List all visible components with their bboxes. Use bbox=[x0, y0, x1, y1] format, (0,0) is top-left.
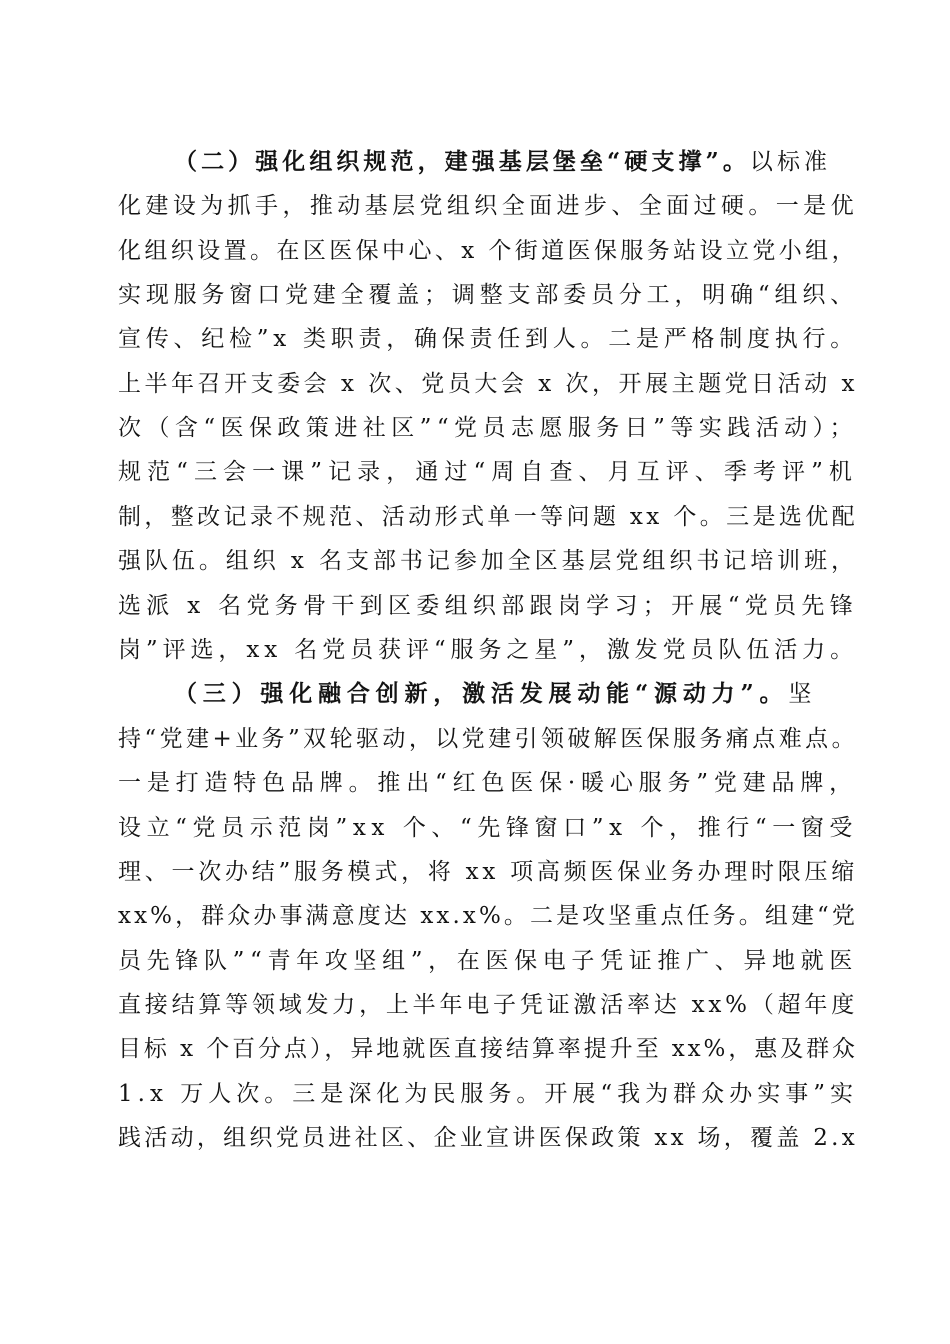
paragraph-section-3-line-7: 员先锋队”“青年攻坚组”，在医保电子凭证推广、异地就医 bbox=[118, 948, 858, 974]
paragraph-section-2-line-1 bbox=[174, 144, 854, 180]
section-2-heading: （二）强化组织规范，建强基层堡垒“硬支撑”。 bbox=[174, 148, 750, 175]
paragraph-section-3-line-6: xx%，群众办事满意度达 xx.x%。二是攻坚重点任务。组建“党 bbox=[118, 903, 858, 929]
paragraph-section-2-line-12: 岗”评选，xx 名党员获评“服务之星”，激发党员队伍活力。 bbox=[118, 637, 858, 663]
paragraph-section-2-line-11: 选派 x 名党务骨干到区委组织部跟岗学习；开展“党员先锋 bbox=[118, 593, 858, 619]
paragraph-section-2-line-3: 化组织设置。在区医保中心、x 个街道医保服务站设立党小组， bbox=[118, 238, 858, 264]
paragraph-text: 坚 bbox=[788, 681, 818, 707]
paragraph-section-3-line-8: 直接结算等领域发力，上半年电子凭证激活率达 xx%（超年度 bbox=[118, 992, 858, 1018]
paragraph-section-2-line-2: 化建设为抓手，推动基层党组织全面进步、全面过硬。一是优 bbox=[118, 193, 858, 219]
paragraph-section-3-line-1 bbox=[174, 676, 854, 712]
paragraph-section-3-line-11: 践活动，组织党员进社区、企业宣讲医保政策 xx 场，覆盖 2.x bbox=[118, 1125, 858, 1151]
paragraph-section-3-line-10: 1.x 万人次。三是深化为民服务。开展“我为群众办实事”实 bbox=[118, 1081, 858, 1107]
paragraph-section-3-line-9: 目标 x 个百分点），异地就医直接结算率提升至 xx%，惠及群众 bbox=[118, 1036, 858, 1062]
section-3-heading: （三）强化融合创新，激活发展动能“源动力”。 bbox=[174, 680, 789, 707]
paragraph-section-2-line-8: 规范“三会一课”记录，通过“周自查、月互评、季考评”机 bbox=[118, 459, 858, 485]
paragraph-section-2-line-4: 实现服务窗口党建全覆盖；调整支部委员分工，明确“组织、 bbox=[118, 282, 858, 308]
paragraph-section-3-line-3: 一是打造特色品牌。推出“红色医保·暖心服务”党建品牌， bbox=[118, 770, 858, 796]
paragraph-text: 以标准 bbox=[749, 149, 832, 175]
paragraph-section-2-line-10: 强队伍。组织 x 名支部书记参加全区基层党组织书记培训班， bbox=[118, 548, 858, 574]
paragraph-section-3-line-5: 理、一次办结”服务模式，将 xx 项高频医保业务办理时限压缩 bbox=[118, 859, 858, 885]
paragraph-section-2-line-5: 宣传、纪检”x 类职责，确保责任到人。二是严格制度执行。 bbox=[118, 326, 858, 352]
paragraph-section-3-line-4: 设立“党员示范岗”xx 个、“先锋窗口”x 个，推行“一窗受 bbox=[118, 815, 858, 841]
paragraph-section-2-line-7: 次（含“医保政策进社区”“党员志愿服务日”等实践活动）； bbox=[118, 415, 858, 441]
paragraph-section-2-line-9: 制，整改记录不规范、活动形式单一等问题 xx 个。三是选优配 bbox=[118, 504, 858, 530]
paragraph-section-2-line-6: 上半年召开支委会 x 次、党员大会 x 次，开展主题党日活动 x bbox=[118, 371, 858, 397]
paragraph-section-3-line-2: 持“党建+业务”双轮驱动，以党建引领破解医保服务痛点难点。 bbox=[118, 726, 858, 752]
